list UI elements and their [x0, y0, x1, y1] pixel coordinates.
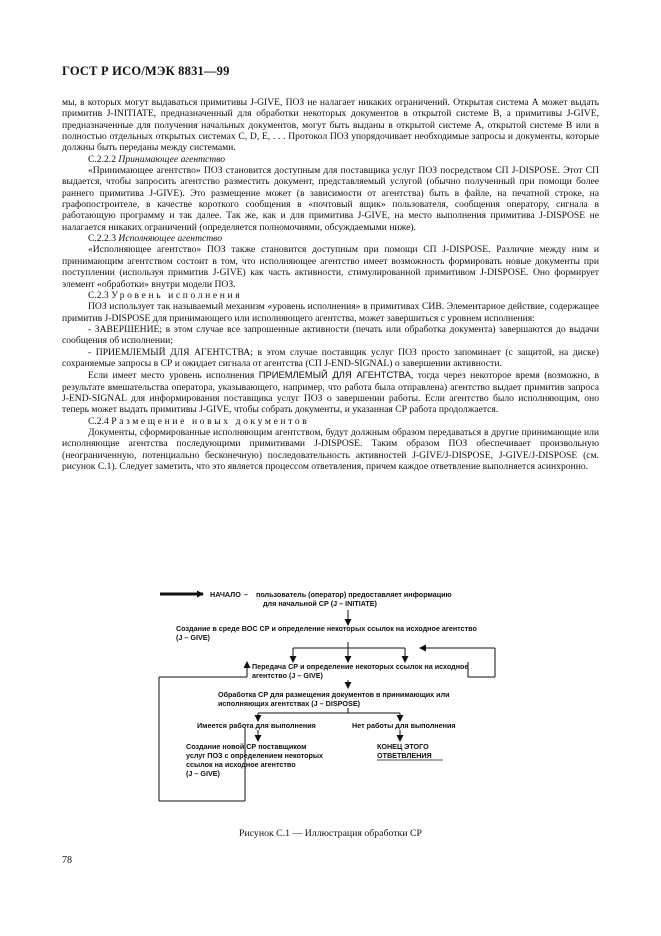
process-text: Обработка СР для размещения документов в принимающих или [218, 690, 450, 699]
loop-joint [228, 662, 247, 677]
start-text: пользователь (оператор) предоставляет информацию [256, 590, 452, 599]
text-run-sans: ПРИЕМЛЕМЫЙ ДЛЯ АГЕНТСТВА [258, 369, 411, 381]
end-text-2: ОТВЕТВЛЕНИЯ [377, 751, 432, 760]
section-heading [62, 154, 599, 165]
text-run: , тогда через некоторое время (возможно, в результате вмешательства оператора, указывающего, например, что работа была отправлена) агентство выдает примитив запроса J-END-SIGNAL для информирования поставщика услуг ПОЗ о завершении работы. Если агентство было исполняющим, оно теперь может выдать примитивы J-GIVE, чтобы собрать документы, и указанная СР работа продолжается. [62, 370, 599, 416]
start-label: НАЧАЛО [210, 590, 241, 599]
paragraph: «Исполняющее агентство» ПОЗ также становится доступным при помощи СП J-DISPOSE. Различие между ним и принимающим агентством состоит в том, что исполняющее агентство имеет возможность формировать новые документы при поступлении (используя примитив J-GIVE) как часть активности, стимулированной примитивом J-DISPOSE. Оно формирует элемент «обработки» внутри модели ПОЗ. [62, 244, 599, 290]
section-title: Размещение новых документов [111, 415, 310, 427]
page-number: 78 [62, 855, 72, 866]
start-text-2: для начальной СР (J – INITIATE) [263, 599, 377, 608]
transfer-text-2: агентство (J – GIVE) [252, 671, 323, 680]
has-work-text: Имеется работа для выполнения [197, 721, 316, 730]
paragraph: ПОЗ использует так называемый механизм «уровень исполнения» в примитивах СИВ. Элементарное действие, содержащее примитив J-DISPOSE для принимающего или исполняющего агентства, может завершиться с уровнем исполнения: [62, 301, 599, 324]
paragraph: Документы, сформированные исполняющим агентством, будут должным образом передаваться в другие принимающие или исполняющие агентства последующими примитивами J-DISPOSE. Таким образом ПОЗ обеспечивает произвольную (неограниченную, потенциально бесконечную) последовательность активностей J-GIVE/J-DISPOSE, J-GIVE/J-DISPOSE (см. рисунок С.1). Следует заметить, что это является процессом ответвления, причем каждое ответвление выполняется асинхронно. [62, 426, 599, 472]
section-number: С.2.4 [88, 415, 109, 427]
process-text-2: исполняющих агентствах (J – DISPOSE) [218, 699, 361, 708]
create-text-2: (J – GIVE) [176, 633, 210, 642]
section-heading [62, 290, 599, 301]
create-text: Создание в среде ВОС СР и определение некоторых ссылок на исходное агентство [176, 624, 477, 633]
section-title: Уровень исполнения [111, 289, 243, 301]
start-dash: – [244, 590, 248, 599]
new-cr-text-4: (J – GIVE) [186, 769, 220, 778]
paragraph: мы, в которых могут выдаваться примитивы J-GIVE, ПОЗ не налагает никаких ограничений. Открытая система А может выдать примитив J-INITIATE, предназначенный для обработки некоторых документов в открытой системе В, а примитивы J-GIVE, предназначенные для получения начальных документов, могут быть выданы в открытой системе А, открытой системе В или в полностью отдельных открытых системах С, D, Е, . . . Протокол ПОЗ упорядочивает необходимые запросы и документы, которые должны быть переданы между системами. [62, 97, 599, 154]
list-item: - ЗАВЕРШЕНИЕ; в этом случае все запрошенные активности (печать или обработка документа) завершаются до выдачи сообщения об исполнении; [62, 323, 599, 347]
section-title: Исполняющее агентство [118, 233, 223, 245]
new-cr-text-3: ссылок на исходное агентство [186, 760, 296, 769]
section-heading [62, 233, 599, 244]
paragraph [62, 369, 599, 415]
section-number: С.2.2.3 [88, 233, 116, 245]
paragraph: «Принимающее агентство» ПОЗ становится доступным для поставщика услуг ПОЗ посредством СП J-DISPOSE. Этот СП выдается, чтобы запросить агентство разместить документ, представляемый услугой (обычно полученный при помощи более раннего примитива J-GIVE). Это размещение может (в зависимости от агентства) быть в файле, на печатной строке, на графопостроителе, в качестве короткого сообщения в «почтовый ящик» пользователя, сообщения оператору, сигнала в работающую программу и так далее. Так же, как и для примитива J-GIVE, на место выполнения примитива J-DISPOSE не налагается никаких ограничений (определяется полномочиями, обсуждаемыми ниже). [62, 165, 599, 233]
document-header: ГОСТ Р ИСО/МЭК 8831—99 [62, 64, 230, 78]
end-text: КОНЕЦ ЭТОГО [377, 742, 429, 751]
no-work-text: Нет работы для выполнения [352, 721, 456, 730]
new-cr-text-2: услуг ПОЗ с определением некоторых [186, 751, 324, 760]
section-title: Принимающее агентство [118, 153, 226, 165]
section-number: С.2.2.2 [88, 153, 116, 165]
flow-diagram [0, 580, 661, 820]
section-heading [62, 416, 599, 427]
text-run: Если имеет место уровень исполнения [88, 370, 255, 382]
section-number: С.2.3 [88, 289, 109, 301]
figure-caption: Рисунок С.1 — Иллюстрация обработки СР [239, 828, 422, 839]
new-cr-text: Создание новой СР поставщиком [186, 742, 307, 751]
transfer-text: Передача СР и определение некоторых ссылок на исходное [252, 662, 469, 671]
document-body [62, 97, 599, 472]
list-item: - ПРИЕМЛЕМЫЙ ДЛЯ АГЕНТСТВА; в этом случае поставщик услуг ПОЗ просто запоминает (с защитой, на диске) сохраняемые запросы в СР и ожидает сигнала от агентства (СП J-END-SIGNAL) о завершении активности. [62, 346, 599, 369]
